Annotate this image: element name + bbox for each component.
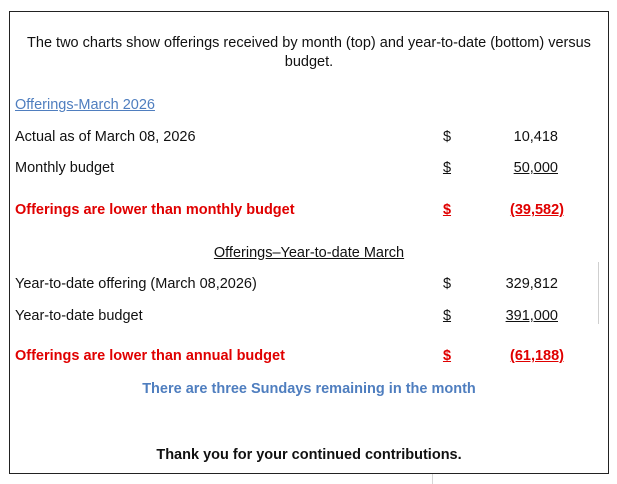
ytd-budget-currency: $ xyxy=(442,308,452,324)
ytd-budget-label: Year-to-date budget xyxy=(15,308,143,324)
monthly-actual-label: Actual as of March 08, 2026 xyxy=(15,129,196,145)
monthly-budget-amount xyxy=(448,159,558,177)
monthly-actual-amount: 10,418 xyxy=(513,129,558,145)
monthly-section-title: Offerings-March 2026 xyxy=(15,97,155,113)
monthly-status-amount-value: (39,582) xyxy=(509,202,564,218)
ytd-status-amount-value: (61,188) xyxy=(509,348,564,364)
divider-line xyxy=(432,474,433,484)
divider-line xyxy=(598,262,599,324)
monthly-budget-amount-value: 50,000 xyxy=(513,160,558,176)
ytd-offering-label: Year-to-date offering (March 08,2026) xyxy=(15,276,257,292)
ytd-budget-amount-value: 391,000 xyxy=(505,308,558,324)
ytd-status-currency: $ xyxy=(442,348,452,364)
monthly-status-amount xyxy=(454,201,564,219)
ytd-budget-amount xyxy=(448,307,558,325)
ytd-status-amount xyxy=(454,347,564,365)
monthly-status-currency: $ xyxy=(442,202,452,218)
monthly-status-label: Offerings are lower than monthly budget xyxy=(15,202,295,218)
monthly-budget-currency: $ xyxy=(442,160,452,176)
monthly-actual-currency: $ xyxy=(442,129,452,145)
thank-you-message: Thank you for your continued contributions. xyxy=(156,447,462,463)
ytd-status-label: Offerings are lower than annual budget xyxy=(15,348,285,364)
sundays-remaining-note: There are three Sundays remaining in the month xyxy=(142,381,476,397)
report-frame xyxy=(9,11,609,474)
ytd-offering-amount: 329,812 xyxy=(505,276,558,292)
ytd-section-title: Offerings–Year-to-date March xyxy=(213,245,405,261)
ytd-offering-currency: $ xyxy=(442,276,452,292)
intro-text: The two charts show offerings received by month (top) and year-to-date (bottom) versus budget. xyxy=(27,35,591,70)
monthly-budget-label: Monthly budget xyxy=(15,160,115,176)
